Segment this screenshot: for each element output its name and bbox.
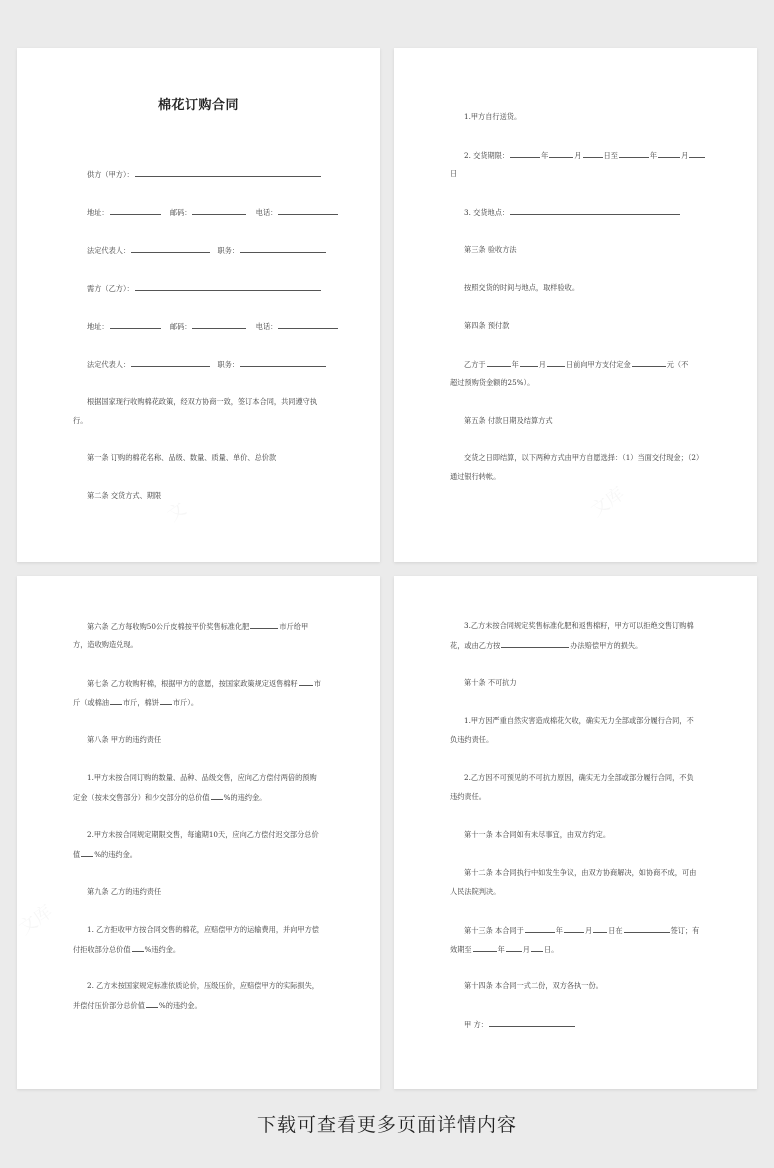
prepayment-line-2: 超过预购货金额的25%）。: [450, 378, 535, 387]
watermark: [161, 495, 191, 527]
article-13-line-2: 效期至 年 月 日。: [450, 945, 559, 954]
document-page-1: [17, 48, 380, 562]
supplier-line: 供方（甲方）：: [87, 169, 322, 179]
article-10-clause-1-line-2: 负违约责任。: [450, 735, 494, 744]
buyer-legal-rep-line: 法定代表人： 职务：: [87, 359, 327, 369]
supplier-legal-rep-line: 法定代表人： 职务：: [87, 245, 327, 255]
watermark: [585, 480, 629, 522]
article-14-line: 第十四条 本合同一式二份，双方各执一份。: [464, 981, 603, 990]
buyer-contact-line: 地址： 邮码： 电话：: [87, 321, 339, 331]
intro-paragraph-line1: 根据国家现行收购棉花政策，经双方协商一致，签订本合同，共同遵守执: [87, 397, 318, 406]
document-page-3: [17, 576, 380, 1089]
inspection-line: 按照交货的时间与地点，取样验收。: [464, 283, 580, 292]
document-page-4: [394, 576, 757, 1089]
article-10-clause-2-line-2: 违约责任。: [450, 792, 486, 801]
article-6-line: 第六条 乙方每收购50公斤皮棉按平价奖售标准化肥 市斤给甲: [87, 622, 309, 631]
article-7-line-2: 斤（或棉油 市斤，棉饼 市斤）。: [73, 698, 199, 707]
article-11-line: 第十一条 本合同如有未尽事宜，由双方约定。: [464, 830, 611, 839]
payment-line-2: 通过银行转帐。: [450, 472, 501, 481]
delivery-period-line: 2. 交货期限： 年 月 日至 年 月: [464, 150, 706, 160]
article-8-clause-2-line-2: 值 %的违约金。: [73, 850, 137, 859]
article-8-clause-1: 1.甲方未按合同订购的数量、品种、品级交售，应向乙方偿付两倍的预购: [87, 773, 317, 782]
article-8-clause-2: 2.甲方未按合同规定期限交售，每逾期10天，应向乙方偿付迟交部分总价: [87, 830, 319, 839]
article-8-clause-1-line-2: 定金（按未交售部分）和少交部分的总价值 %的违约金。: [73, 793, 267, 802]
article-3-heading: 第三条 验收方法: [464, 245, 517, 254]
payment-line: 交货之日即结算，以下两种方式由甲方自愿选择：（1）当面交付现金；（2）: [464, 453, 704, 462]
article-13-line: 第十三条 本合同于 年 月 日在 签订；有: [464, 926, 700, 935]
article-9-heading: 第九条 乙方的违约责任: [87, 887, 162, 896]
article-1-heading: 第一条 订购的棉花名称、品级、数量、质量、单价、总价款: [87, 453, 277, 462]
article-4-heading: 第四条 预付款: [464, 321, 510, 330]
party-a-signature-line: 甲 方：: [464, 1019, 576, 1029]
intro-paragraph-line2: 行。: [73, 416, 88, 425]
article-8-heading: 第八条 甲方的违约责任: [87, 735, 162, 744]
article-12-line: 第十二条 本合同执行中如发生争议，由双方协商解决，如协商不成，可由: [464, 868, 697, 877]
article-10-heading: 第十条 不可抗力: [464, 678, 517, 687]
buyer-line: 需方（乙方）：: [87, 283, 322, 293]
delivery-place-line: 3. 交货地点：: [464, 207, 681, 217]
article-7-line: 第七条 乙方收购籽棉，根据甲方的意愿，按国家政策规定返售棉籽 市: [87, 679, 321, 688]
article-9-clause-2-line-2: 并偿付压价部分总价值 %的违约金。: [73, 1001, 202, 1010]
article-6-line-2: 方，造收购造兑现。: [73, 640, 138, 649]
delivery-period-line-end: 日: [450, 169, 458, 178]
article-12-line-2: 人民法院判决。: [450, 887, 501, 896]
article-10-clause-1: 1.甲方因严重自然灾害造成棉花欠收，确实无力全部或部分履行合同，不: [464, 716, 694, 725]
prepayment-line: 乙方于 年 月 日前向甲方支付定金 元（不: [464, 360, 689, 369]
article-9-clause-2: 2. 乙方未按国家规定标准依质论价，压级压价，应赔偿甲方的实际损失，: [87, 981, 319, 990]
article-5-heading: 第五条 付款日期及结算方式: [464, 416, 553, 425]
article-9-clause-1: 1. 乙方拒收甲方按合同交售的棉花，应赔偿甲方的运输费用，并向甲方偿: [87, 925, 319, 934]
watermark: [17, 898, 57, 940]
article-9-clause-3-line-2: 花，或由乙方按 办法赔偿甲方的损失。: [450, 641, 643, 650]
document-title: 棉花订购合同: [157, 98, 239, 113]
download-more-caption: 下载可查看更多页面详情内容: [256, 1114, 517, 1136]
article-2-heading: 第二条 交货方式、期限: [87, 491, 162, 500]
article-10-clause-2: 2.乙方因不可预见的不可抗力原因，确实无力全部或部分履行合同，不负: [464, 773, 694, 782]
delivery-self-line: 1.甲方自行送货。: [464, 112, 522, 121]
document-page-2: [394, 48, 757, 562]
article-9-clause-1-line-2: 付拒收部分总价值 %违约金。: [73, 945, 181, 954]
supplier-contact-line: 地址： 邮码： 电话：: [87, 207, 339, 217]
article-9-clause-3: 3.乙方未按合同规定奖售标准化肥和返售棉籽，甲方可以拒绝交售订购棉: [464, 621, 694, 630]
